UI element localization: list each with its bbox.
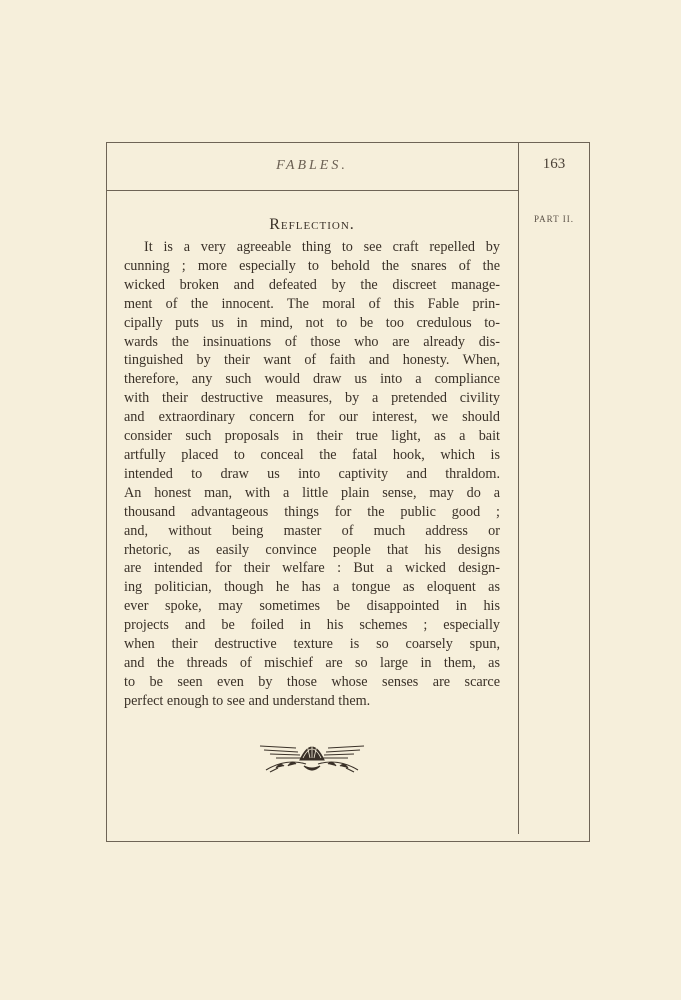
frame-bottom-rule: [106, 841, 590, 842]
text-line: It is a very agreeable thing to see craft repelled by: [144, 239, 500, 255]
column-divider-rule: [518, 142, 519, 834]
text-line: thousand advantageous things for the public good ;: [124, 503, 500, 520]
text-line: when their destructive texture is so coarsely spun,: [124, 636, 500, 653]
text-line: wicked broken and defeated by the discreet manage-: [124, 276, 500, 293]
text-line: wards the insinuations of those who are already dis-: [124, 333, 500, 350]
text-line: with their destructive measures, by a pretended civility: [124, 390, 500, 407]
page-number: 163: [542, 156, 566, 172]
text-line: cunning ; more especially to behold the snares of the: [124, 257, 500, 274]
text-line: An honest man, with a little plain sense, may do a: [124, 484, 500, 501]
text-line: and the threads of mischief are so large in them, as: [124, 654, 500, 671]
text-line: projects and be foiled in his schemes ; especially: [124, 617, 500, 634]
text-line: to be seen even by those whose senses are scarce: [124, 673, 500, 690]
text-line: ment of the innocent. The moral of this Fable prin-: [124, 295, 500, 312]
section-heading-text: Reflection.: [269, 216, 355, 233]
running-title: FABLES.: [276, 158, 348, 173]
text-line: therefore, any such would draw us into a compliance: [124, 371, 500, 388]
text-line: are intended for their welfare : But a wicked design-: [124, 560, 500, 577]
header-bottom-rule: [106, 190, 518, 191]
text-line: rhetoric, as easily convince people that his designs: [124, 541, 500, 558]
frame-top-rule: [106, 142, 589, 143]
frame-right-rule: [589, 142, 590, 842]
text-line: intended to draw us into captivity and thraldom.: [124, 465, 500, 482]
frame-left-rule: [106, 142, 107, 842]
body-text: [124, 238, 500, 711]
shell-scroll-ornament-icon: [256, 736, 368, 776]
text-line: and extraordinary concern for our interest, we should: [124, 409, 500, 426]
text-line: ing politician, though he has a tongue as eloquent as: [124, 579, 500, 596]
section-heading: [106, 216, 518, 234]
text-line: artfully placed to conceal the fatal hook, which is: [124, 446, 500, 463]
text-line: tinguished by their want of faith and honesty. When,: [124, 352, 500, 369]
text-line: and, without being master of much address or: [124, 522, 500, 539]
side-note-part: PART II.: [534, 214, 574, 224]
text-line: consider such proposals in their true light, as a bait: [124, 428, 500, 445]
text-line: ever spoke, may sometimes be disappointed in his: [124, 598, 500, 615]
text-line: cipally puts us in mind, not to be too credulous to-: [124, 314, 500, 331]
text-line: perfect enough to see and understand them.: [124, 692, 371, 709]
